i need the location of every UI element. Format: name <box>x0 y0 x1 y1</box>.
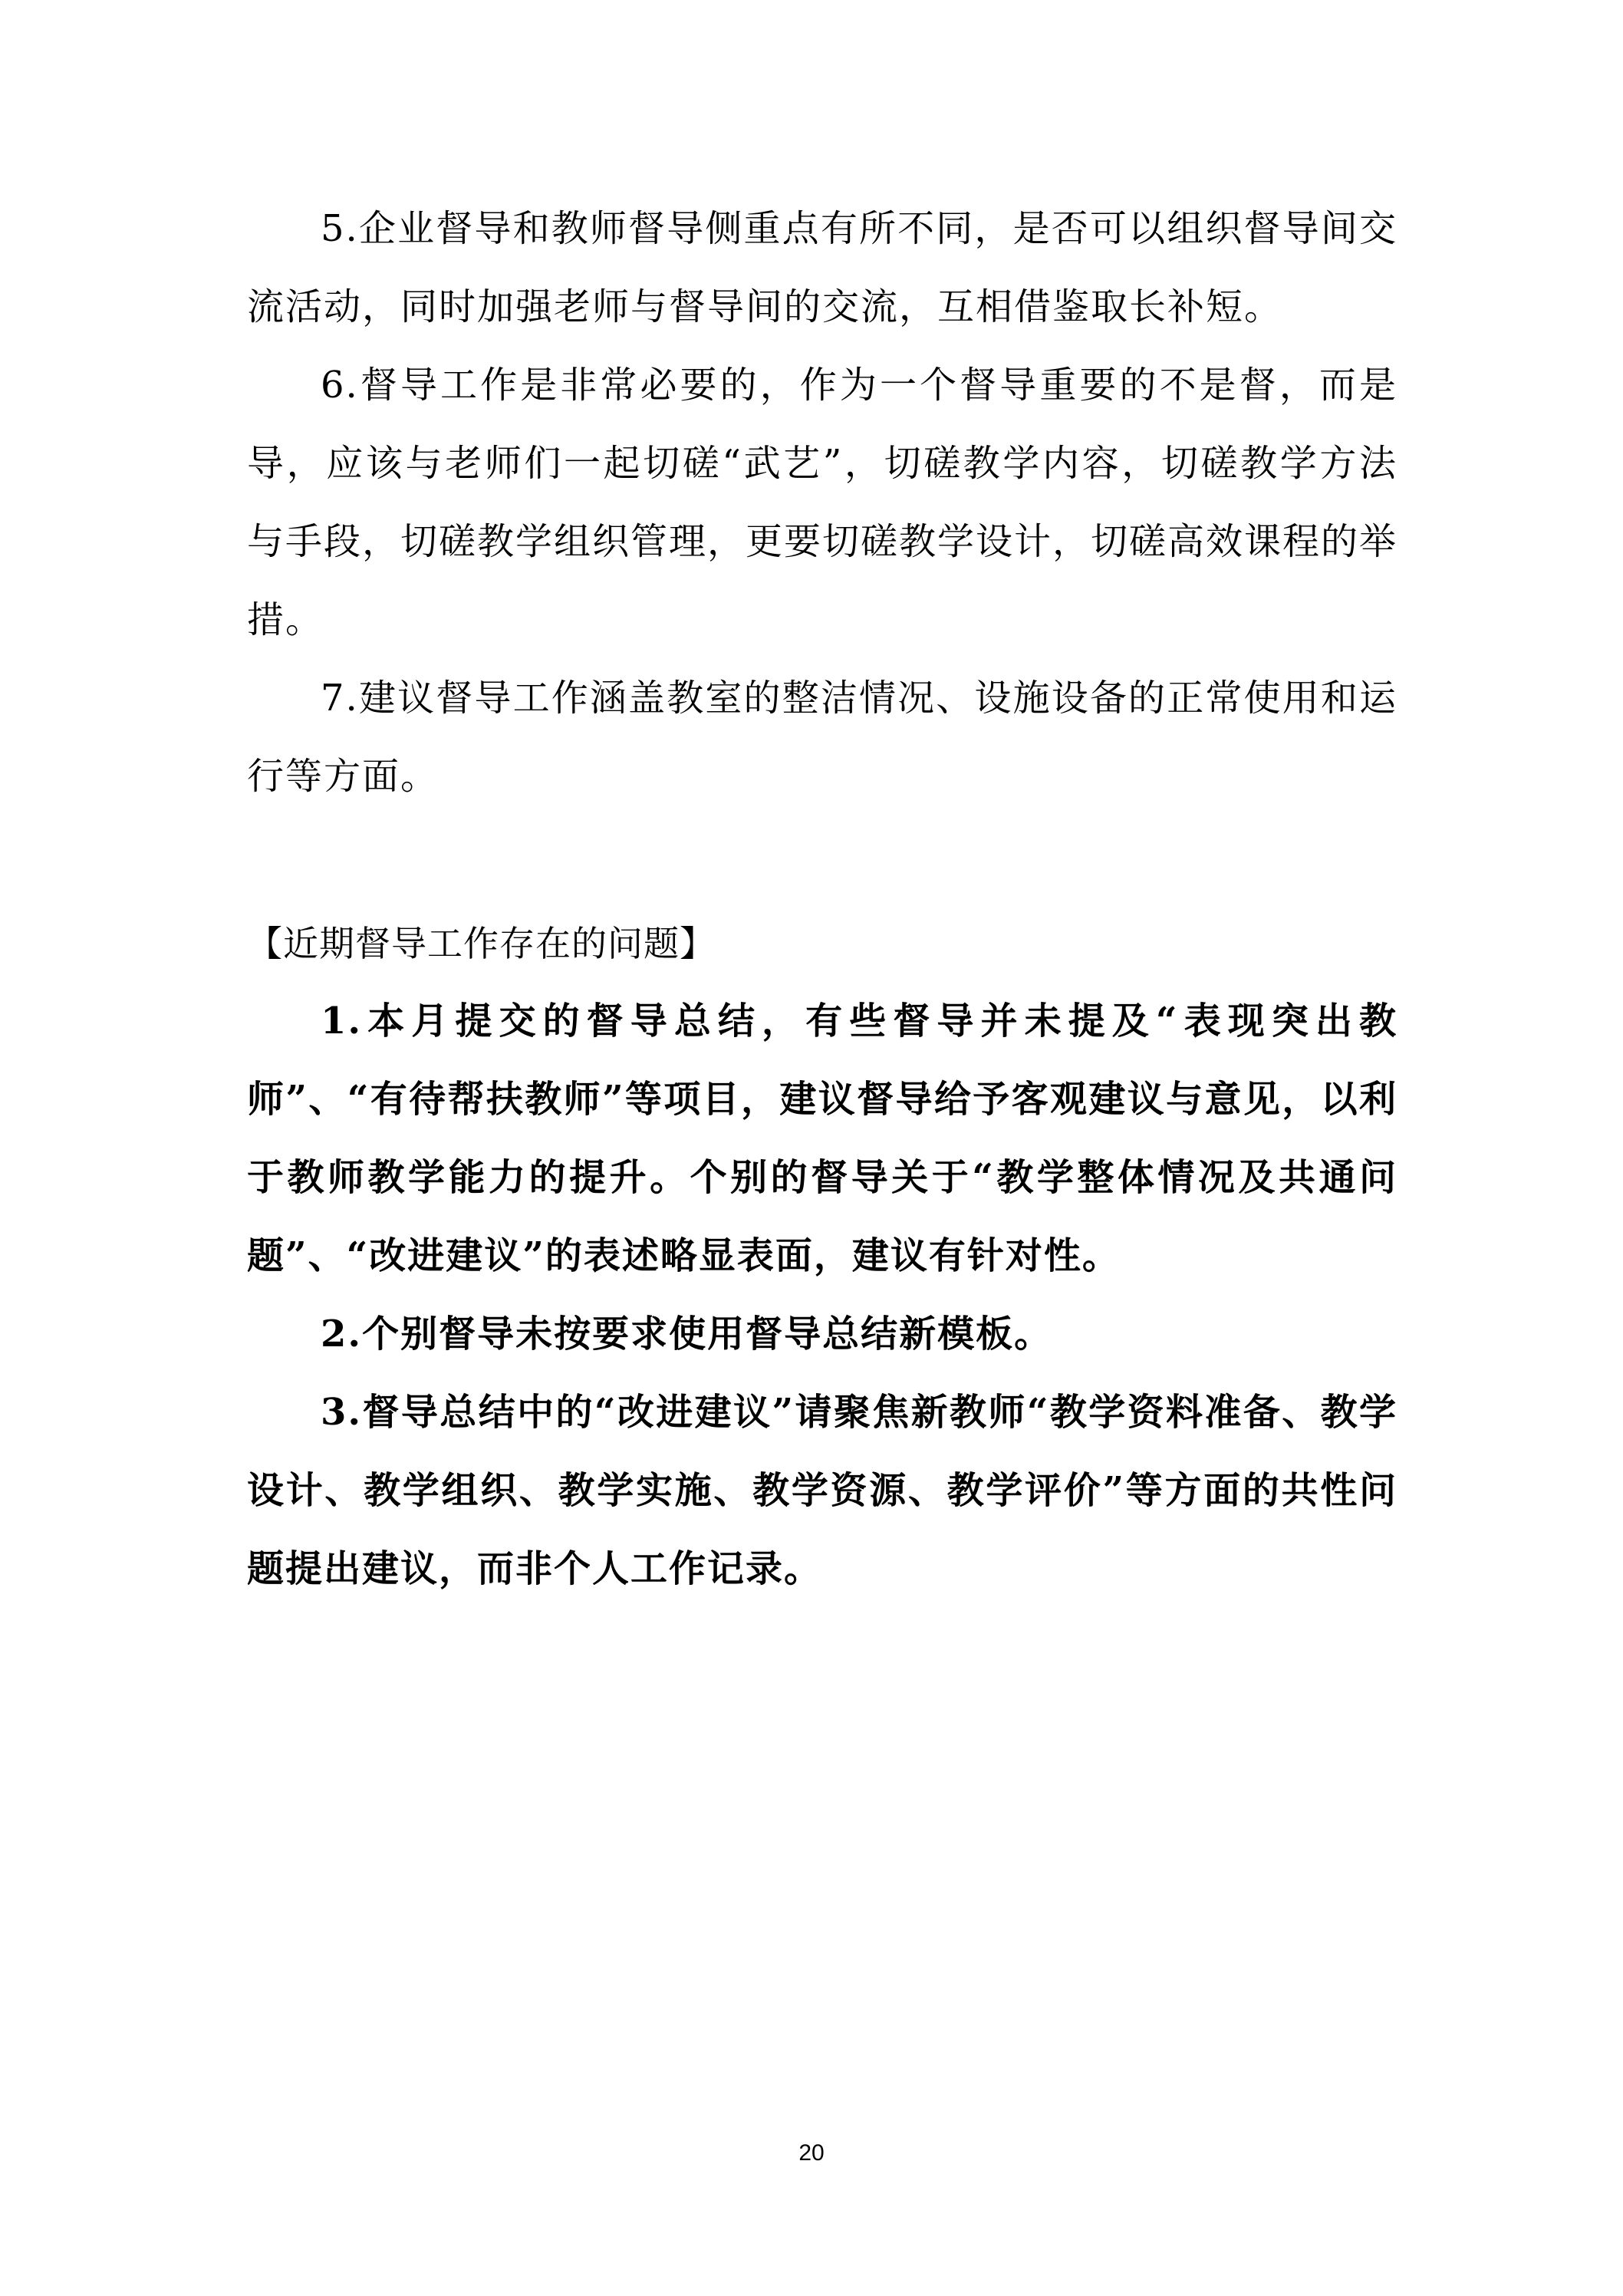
page-number: 20 <box>798 2140 825 2166</box>
paragraph-suggestion-6: 6.督导工作是非常必要的，作为一个督导重要的不是督，而是导，应该与老师们一起切磋“武艺”，切磋教学内容，切磋教学方法与手段，切磋教学组织管理，更要切磋教学设计，切磋高效课程的举措。 <box>247 364 1398 641</box>
issues-heading: 【近期督导工作存在的问题】 <box>247 923 716 964</box>
issues-section <box>247 905 1397 1608</box>
suggestions-section <box>247 189 1397 815</box>
paragraph-issue-2: 2.个别督导未按要求使用督导总结新模板。 <box>321 1313 1053 1356</box>
paragraph-issue-1: 1.本月提交的督导总结，有些督导并未提及“表现突出教师”、“有待帮扶教师”等项目，建议督导给予客观建议与意见，以利于教师教学能力的提升。个别的督导关于“教学整体情况及共通问题”、“改进建议”的表述略显表面，建议有针对性。 <box>247 1000 1397 1277</box>
paragraph-suggestion-5: 5.企业督导和教师督导侧重点有所不同，是否可以组织督导间交流活动，同时加强老师与督导间的交流，互相借鉴取长补短。 <box>247 207 1397 328</box>
paragraph-suggestion-7: 7.建议督导工作涵盖教室的整洁情况、设施设备的正常使用和运行等方面。 <box>247 677 1397 798</box>
paragraph-issue-3: 3.督导总结中的“改进建议”请聚焦新教师“教学资料准备、教学设计、教学组织、教学实施、教学资源、教学评价”等方面的共性问题提出建议，而非个人工作记录。 <box>247 1391 1397 1590</box>
